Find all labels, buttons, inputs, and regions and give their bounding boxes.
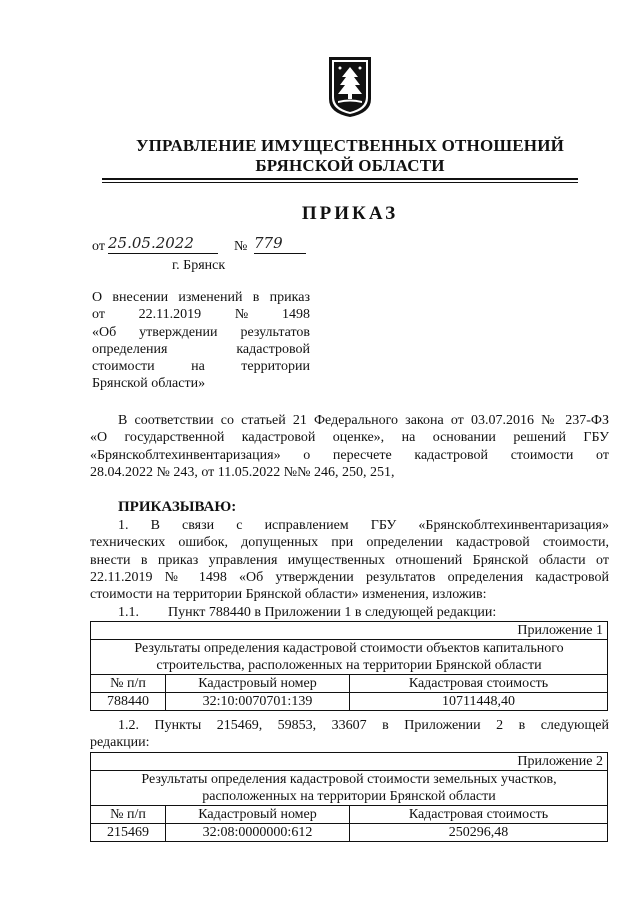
table-row: [91, 824, 608, 842]
number-prefix: №: [234, 239, 248, 254]
table-cell: 215469: [91, 824, 166, 842]
table-header-row: [91, 806, 608, 824]
subject-line-5: стоимости на территории: [92, 359, 310, 375]
coat-of-arms-emblem: [327, 55, 373, 119]
appendix-2-label: Приложение 2: [91, 753, 608, 771]
appendix-1-table: [90, 621, 608, 711]
appendix-1-label: Приложение 1: [91, 622, 608, 640]
date-prefix: от: [92, 239, 105, 254]
column-header: № п/п: [91, 675, 166, 693]
organization-title-line1: УПРАВЛЕНИЕ ИМУЩЕСТВЕННЫХ ОТНОШЕНИЙ: [135, 136, 565, 155]
table-row: [91, 622, 608, 640]
header-divider-thick: [102, 178, 578, 180]
table-cell: 788440: [91, 693, 166, 711]
subject-block: [92, 289, 310, 393]
column-header: № п/п: [91, 806, 166, 824]
table-row: [91, 640, 608, 675]
order-p1-line-3: внести в приказ управления имущественных отношений Брянской области от: [90, 552, 609, 568]
order-p1-line-5: стоимости на территории Брянской области» изменения, изложив:: [90, 587, 487, 603]
table-cell: 32:08:0000000:612: [166, 824, 350, 842]
subject-line-4: определения кадастровой: [92, 341, 310, 357]
column-header: Кадастровый номер: [166, 806, 350, 824]
number-handwritten: 779: [254, 234, 306, 254]
preamble-line-3: «Брянскоблтехинвентаризация» о пересчете кадастровой стоимости от: [90, 447, 609, 463]
preamble-paragraph: [90, 412, 609, 481]
order-p1-line-4: 22.11.2019 № 1498 «Об утверждении результатов определения кадастровой: [90, 569, 609, 585]
subject-line-2: от 22.11.2019 № 1498: [92, 307, 310, 323]
date-handwritten: 25.05.2022: [108, 234, 218, 254]
table-row: [91, 693, 608, 711]
order-heading: ПРИКАЗЫВАЮ:: [118, 499, 237, 515]
column-header: Кадастровая стоимость: [350, 806, 608, 824]
order-p1-line-2: технических ошибок, допущенных при определении кадастровой стоимости,: [90, 535, 609, 551]
appendix-2-caption: Результаты определения кадастровой стоимости земельных участков, расположенных на территории Брянской области: [91, 771, 608, 806]
appendix-1-caption: Результаты определения кадастровой стоимости объектов капитального строительства, расположенных на территории Брянской области: [91, 640, 608, 675]
order-p1-line-1: 1. В связи с исправлением ГБУ «Брянскоблтехинвентаризация»: [118, 518, 609, 533]
table-header-row: [91, 675, 608, 693]
table-row: [91, 771, 608, 806]
order-p11-number: 1.1.: [118, 605, 139, 620]
subject-line-6: Брянской области»: [92, 376, 206, 392]
subject-line-1: О внесении изменений в приказ: [92, 290, 310, 305]
preamble-line-2: «О государственной кадастровой оценке», на основании решений ГБУ: [90, 430, 609, 446]
document-type: ПРИКАЗ: [301, 203, 399, 224]
order-paragraph-12: [90, 717, 609, 752]
table-cell: 10711448,40: [350, 693, 608, 711]
table-cell: 32:10:0070701:139: [166, 693, 350, 711]
city: г. Брянск: [172, 258, 226, 273]
table-row: [91, 753, 608, 771]
order-p12-line-1: 1.2. Пункты 215469, 59853, 33607 в Приложении 2 в следующей: [118, 718, 609, 733]
header-divider-thin: [102, 182, 578, 183]
column-header: Кадастровый номер: [166, 675, 350, 693]
order-paragraph-1: [90, 517, 609, 603]
preamble-line-1: В соответствии со статьей 21 Федерального закона от 03.07.2016 № 237-ФЗ: [118, 413, 609, 428]
order-p11-text: Пункт 788440 в Приложении 1 в следующей редакции:: [168, 605, 497, 620]
column-header: Кадастровая стоимость: [350, 675, 608, 693]
appendix-2-table: [90, 752, 608, 842]
subject-line-3: «Об утверждении результатов: [92, 324, 310, 340]
table-cell: 250296,48: [350, 824, 608, 842]
order-p12-line-2: редакции:: [90, 735, 150, 751]
organization-title-line2: БРЯНСКОЙ ОБЛАСТИ: [255, 156, 445, 175]
preamble-line-4: 28.04.2022 № 243, от 11.05.2022 №№ 246, 250, 251,: [90, 464, 395, 480]
